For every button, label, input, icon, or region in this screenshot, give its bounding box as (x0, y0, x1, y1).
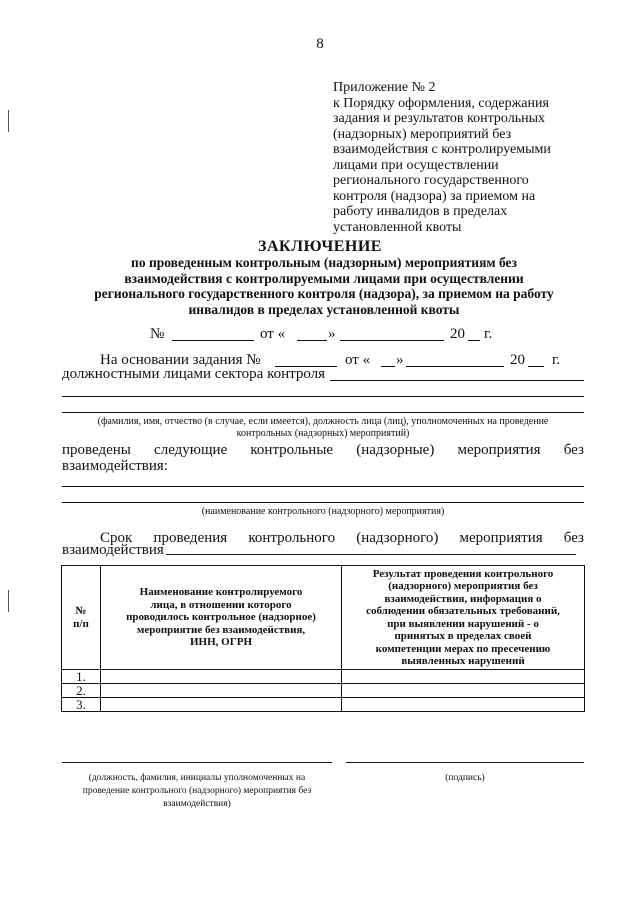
term-word: (надзорного) (356, 530, 439, 546)
result-cell[interactable] (342, 670, 585, 684)
header-line: выявленных нарушений (401, 655, 525, 667)
appendix-line: задания и результатов контрольных (333, 111, 545, 126)
entity-cell[interactable] (101, 670, 342, 684)
term-line (100, 530, 584, 546)
term-field[interactable] (166, 554, 576, 555)
subtitle-line: регионального государственного контроля (надзора), за приемом на работу (94, 286, 554, 301)
basis-label: На основании задания № (100, 352, 261, 368)
document-subtitle (60, 255, 588, 317)
header-line: соблюдении обязательных требований, (366, 605, 560, 617)
number-field[interactable] (172, 340, 254, 341)
appendix-line: взаимодействия с контролируемыми (333, 142, 551, 157)
conducted-word: (надзорные) (356, 442, 435, 458)
header-line: при выявлении нарушений - о (387, 617, 539, 630)
conducted-line-2: взаимодействия: (62, 458, 168, 474)
document-title: ЗАКЛЮЧЕНИЕ (258, 238, 382, 255)
caption-line: проведение контрольного (надзорного) мероприятия без (82, 786, 312, 796)
term-word: контрольного (248, 530, 336, 546)
table-row (62, 698, 585, 712)
header-line: взаимодействия, информация о (384, 592, 542, 605)
event-caption: (наименование контрольного (надзорного) мероприятия) (201, 506, 445, 517)
term-word: мероприятия (459, 530, 543, 546)
entity-cell[interactable] (101, 698, 342, 712)
appendix-line: Приложение № 2 (333, 80, 436, 95)
appendix-line: лицами при осуществлении (333, 157, 499, 173)
table-row (62, 684, 585, 698)
header-line: мероприятие без взаимодействия, (136, 623, 306, 636)
table-row (62, 670, 585, 684)
row-number: 3. (62, 698, 101, 712)
officials-field-3[interactable] (62, 412, 584, 413)
caption-line: (должность, фамилия, инициалы уполномоченных на (88, 773, 306, 783)
appendix-line: установленной квоты (333, 219, 462, 235)
appendix-line: работу инвалидов в пределах (333, 204, 508, 219)
scan-margin-mark (8, 110, 9, 132)
entity-cell[interactable] (101, 684, 342, 698)
term-word: без (563, 530, 584, 546)
number-sign: № (150, 326, 165, 342)
scan-margin-mark (8, 590, 9, 612)
term-word: проведения (153, 530, 228, 546)
conducted-word: проведены (62, 442, 131, 458)
appendix-line: (надзорных) мероприятий без (333, 126, 512, 142)
header-line: Наименование контролируемого (139, 586, 303, 599)
subtitle-line: по проведенным контрольным (надзорным) мероприятиям без (131, 255, 517, 270)
caption-line: контрольных (надзорных) мероприятий) (236, 428, 410, 439)
position-signature-line[interactable] (62, 762, 332, 763)
year-prefix: 20 (450, 326, 465, 342)
conducted-line (62, 442, 584, 458)
signature-caption: (подпись) (445, 773, 485, 783)
header-line: ИНН, ОГРН (190, 636, 252, 649)
event-name-field[interactable] (62, 486, 584, 487)
appendix-line: регионального государственного (333, 173, 529, 188)
header-line: лица, в отношении которого (150, 598, 292, 611)
header-line: п/п (73, 617, 89, 630)
appendix-block (333, 80, 593, 235)
close-quote: » (328, 326, 336, 342)
appendix-line: контроля (надзора) за приемом на (333, 188, 536, 204)
basis-month-field[interactable] (406, 366, 504, 367)
day-field[interactable] (297, 340, 327, 341)
caption-line: взаимодействия) (163, 799, 231, 809)
basis-year-field[interactable] (528, 366, 544, 367)
caption-line: (фамилия, имя, отчество (в случае, если имеется), должность лица (лиц), уполномоченных на проведение (97, 416, 549, 427)
result-cell[interactable] (342, 684, 585, 698)
header-line: компетенции мерах по пресечению (375, 642, 551, 655)
header-line: Результат проведения контрольного (372, 567, 554, 580)
conducted-word: без (563, 442, 584, 458)
col-entity-header (101, 566, 342, 670)
officials-field[interactable] (330, 380, 584, 381)
page-number: 8 (316, 36, 324, 52)
basis-from-label: от « (345, 352, 371, 368)
conducted-word: мероприятия (457, 442, 541, 458)
header-line: (надзорного) мероприятия без (388, 580, 538, 592)
header-line: проводилось контрольное (надзорное) (126, 611, 316, 624)
row-number: 1. (62, 670, 101, 684)
officials-field-2[interactable] (62, 396, 584, 397)
header-line: № (75, 605, 87, 617)
basis-year-prefix: 20 (510, 352, 525, 368)
year-suffix: г. (484, 326, 493, 342)
officials-caption (62, 416, 584, 440)
month-field[interactable] (340, 340, 444, 341)
row-number: 2. (62, 684, 101, 698)
subtitle-line: инвалидов в пределах установленной квоты (188, 301, 460, 317)
term-word: Срок (100, 530, 133, 546)
officials-label: должностными лицами сектора контроля (62, 366, 326, 382)
basis-day-field[interactable] (381, 366, 395, 367)
header-line: принятых в пределах своей (394, 630, 532, 642)
date-from-label: от « (260, 326, 286, 342)
results-table (61, 565, 585, 712)
appendix-line: к Порядку оформления, содержания (333, 95, 549, 111)
signature-line[interactable] (346, 762, 584, 763)
event-name-field-2[interactable] (62, 502, 584, 503)
position-caption (52, 772, 342, 811)
col-result-header (342, 566, 585, 670)
basis-close-quote: » (396, 352, 404, 368)
subtitle-line: взаимодействия с контролируемыми лицами при осуществлении (124, 270, 524, 286)
col-number-header (62, 566, 101, 670)
term-line-2: взаимодействия (62, 542, 164, 558)
basis-year-suffix: г. (552, 352, 561, 368)
table-header-row (62, 566, 585, 670)
conducted-word: контрольные (250, 442, 334, 458)
conducted-word: следующие (154, 442, 228, 458)
year-field[interactable] (468, 340, 480, 341)
result-cell[interactable] (342, 698, 585, 712)
